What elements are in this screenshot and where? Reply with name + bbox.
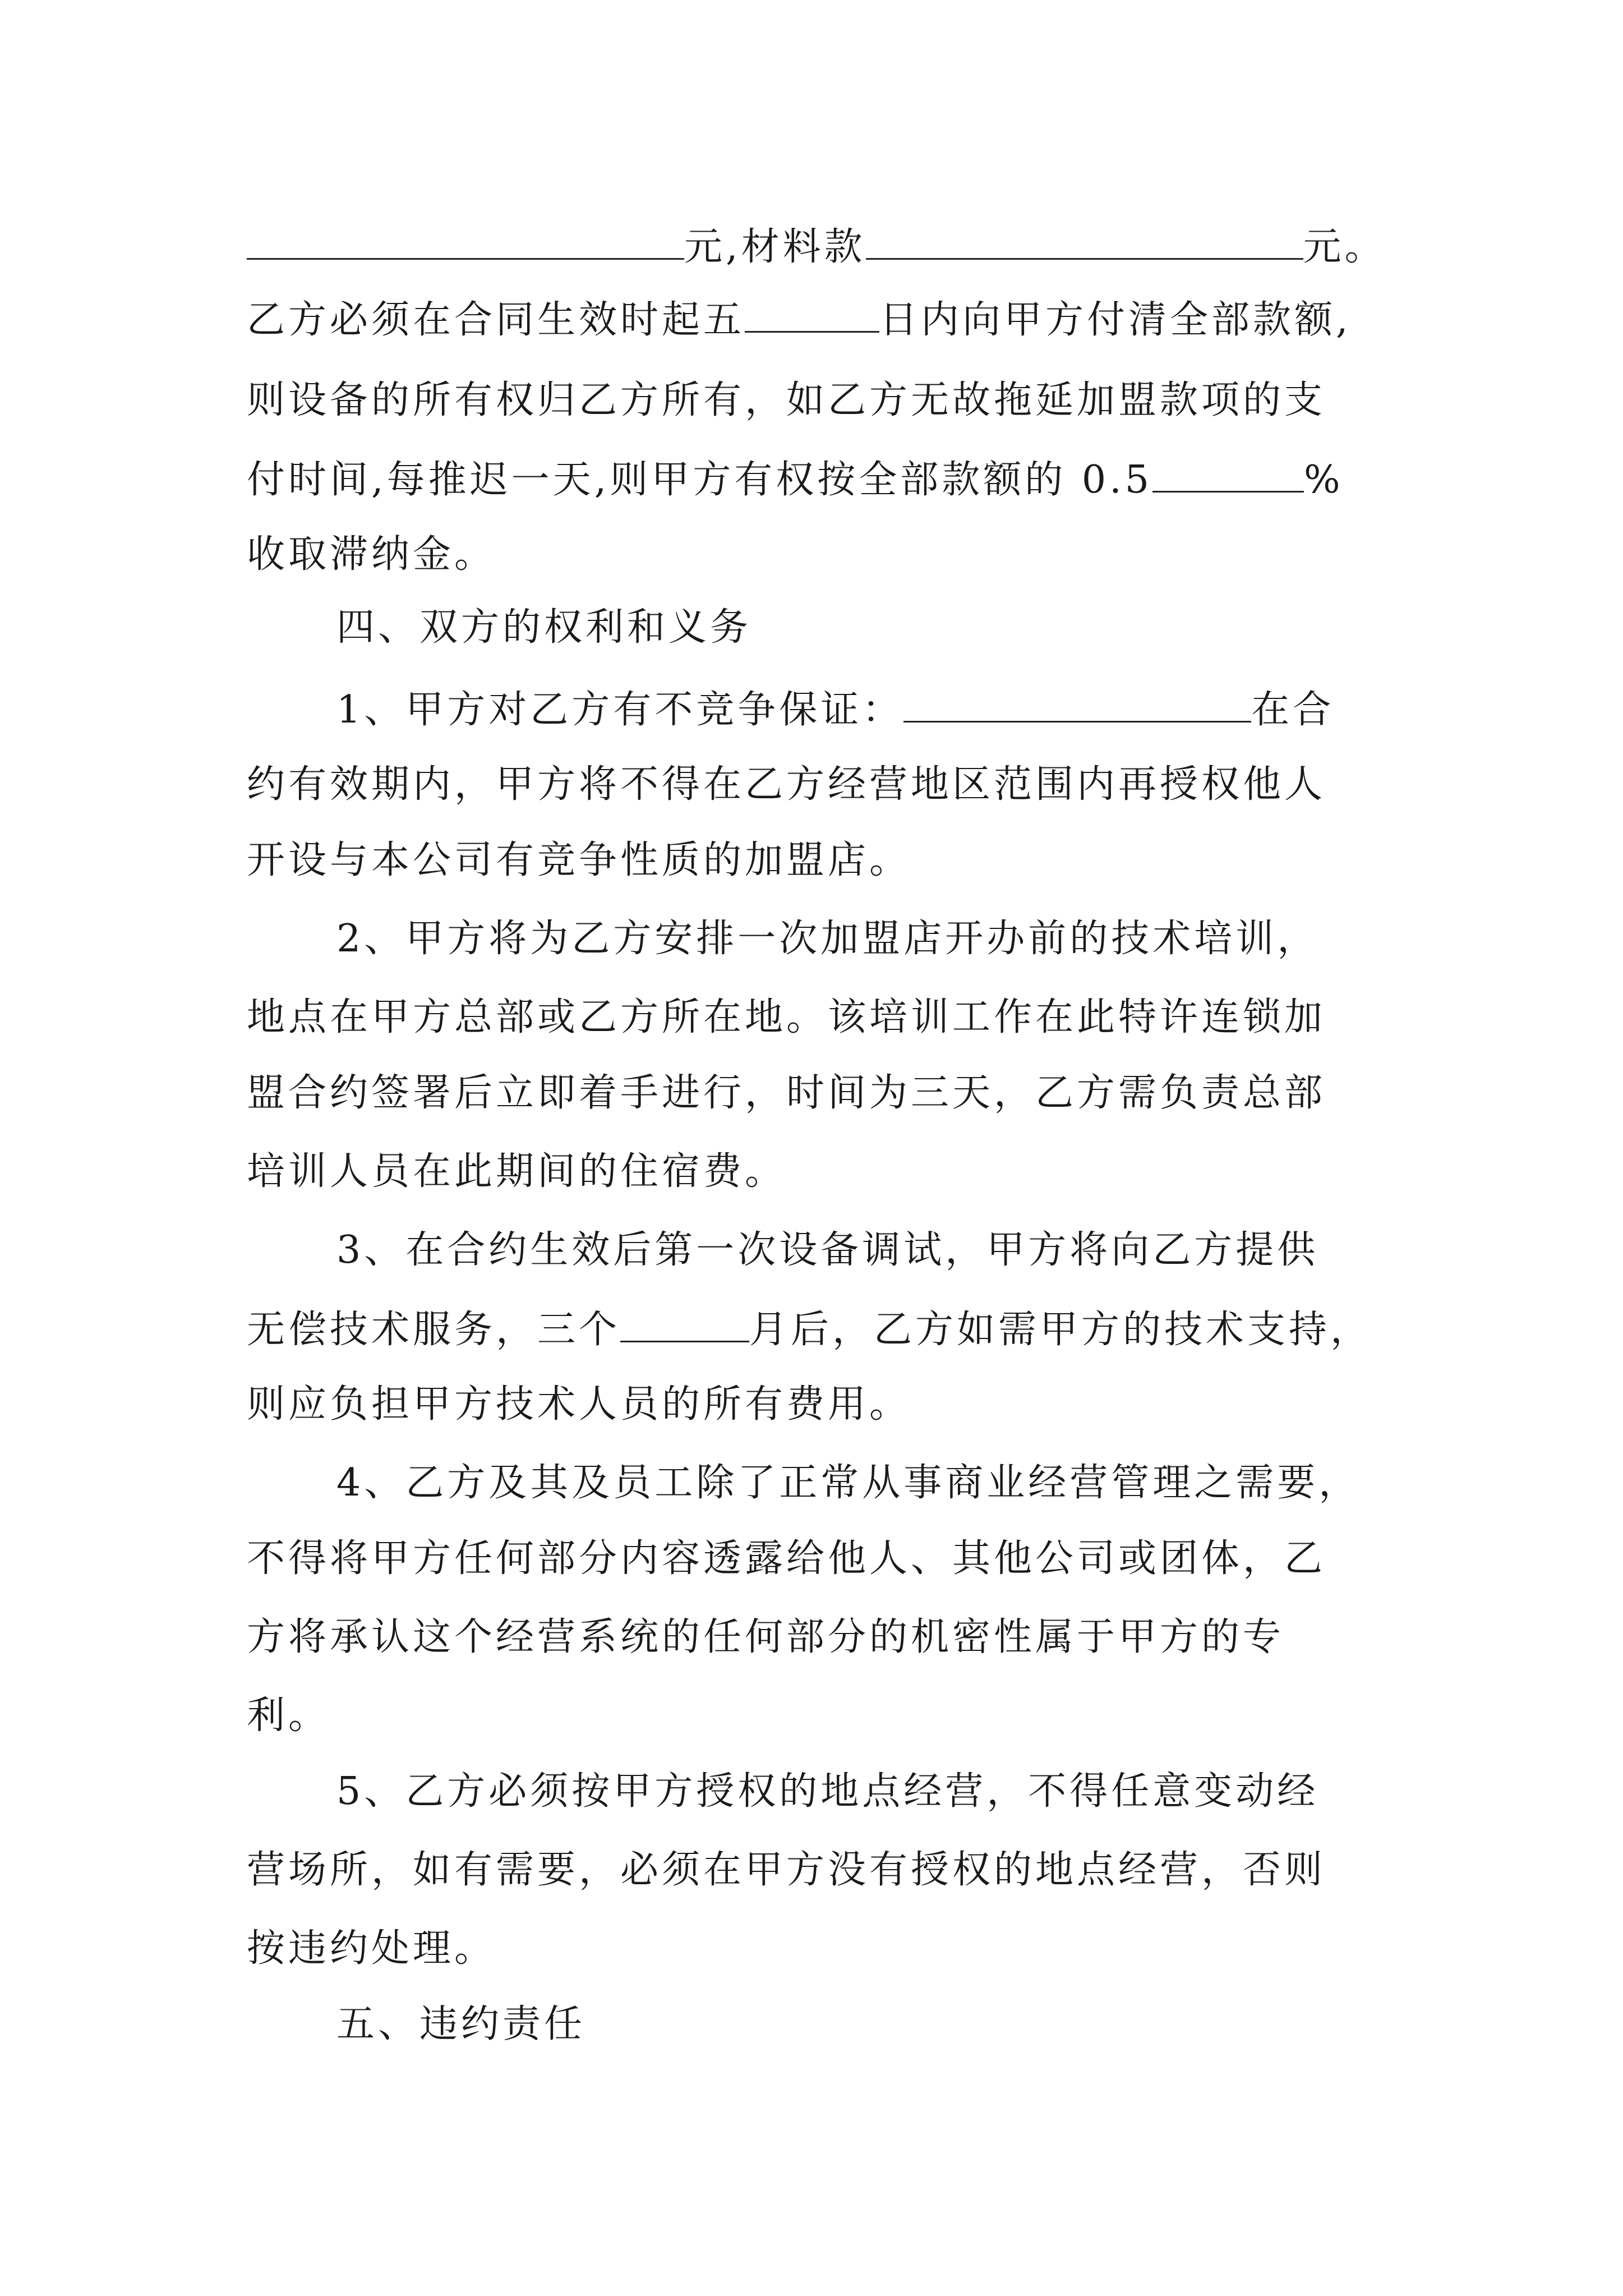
section-heading [336,605,752,650]
blank-field [745,297,879,333]
text-segment: 4、乙方及其及员工除了正常从事商业经营管理之需要， [336,1461,1361,1505]
text-segment: 开设与本公司有竞争性质的加盟店。 [247,838,911,882]
text-segment: 按违约处理。 [247,1926,496,1971]
text-segment: 日内向甲方付清全部款额, [879,298,1352,342]
text-line [336,687,1335,732]
text-segment: 付时间,每推迟一天,则甲方有权按全部款额的 0.5 [247,458,1152,502]
text-segment: 元,材料款 [684,225,866,269]
text-segment: 培训人员在此期间的住宿费。 [247,1149,787,1194]
text-segment: 利。 [247,1694,330,1738]
text-line [247,1071,1326,1115]
text-segment: 则应负担甲方技术人员的所有费用。 [247,1382,911,1427]
section-heading [336,2002,586,2046]
text-segment: 五、违约责任 [336,2002,586,2046]
text-line [247,297,1352,342]
text-segment: 在合 [1251,688,1335,732]
text-segment: % [1304,458,1344,502]
text-line [247,457,1344,502]
text-line [247,1382,911,1427]
text-segment: 乙方必须在合同生效时起五 [247,298,745,342]
text-segment: 盟合约签署后立即着手进行，时间为三天，乙方需负责总部 [247,1071,1326,1115]
text-line [247,378,1326,422]
text-segment: 营场所，如有需要，必须在甲方没有授权的地点经营，否则 [247,1848,1326,1892]
text-line [247,1615,1285,1659]
text-line [247,1694,330,1738]
text-line [247,1536,1326,1581]
text-segment: 3、在合约生效后第一次设备调试，甲方将向乙方提供 [336,1228,1319,1272]
text-line [247,224,1386,269]
text-line [247,1926,496,1971]
text-line [247,1848,1326,1892]
text-line [247,532,496,577]
text-segment: 无偿技术服务，三个 [247,1308,621,1352]
text-segment: 月后，乙方如需甲方的技术支持， [749,1308,1372,1352]
blank-field [620,1307,749,1342]
blank-field [247,224,684,260]
text-line [247,762,1326,807]
text-segment: 约有效期内，甲方将不得在乙方经营地区范围内再授权他人 [247,762,1326,807]
text-segment: 地点在甲方总部或乙方所在地。该培训工作在此特许连锁加 [247,995,1326,1039]
blank-field [903,687,1251,723]
text-segment: 2、甲方将为乙方安排一次加盟店开办前的技术培训， [336,917,1319,961]
blank-field [1152,457,1304,493]
text-segment: 1、甲方对乙方有不竞争保证： [336,688,904,732]
text-line [336,1769,1319,1814]
text-segment: 收取滞纳金。 [247,532,496,577]
text-line [247,1307,1372,1352]
text-segment: 四、双方的权利和义务 [336,605,752,650]
text-segment: 不得将甲方任何部分内容透露给他人、其他公司或团体，乙 [247,1536,1326,1581]
text-line [247,1149,787,1194]
text-segment: 5、乙方必须按甲方授权的地点经营，不得任意变动经 [336,1769,1319,1814]
text-line [247,838,911,882]
text-line [336,1461,1361,1505]
text-line [336,917,1319,961]
text-segment: 方将承认这个经营系统的任何部分的机密性属于甲方的专 [247,1615,1285,1659]
text-segment: 则设备的所有权归乙方所有，如乙方无故拖延加盟款项的支 [247,378,1326,422]
blank-field [866,224,1303,260]
text-line [336,1228,1319,1272]
text-segment: 元。 [1303,225,1386,269]
text-line [247,995,1326,1039]
